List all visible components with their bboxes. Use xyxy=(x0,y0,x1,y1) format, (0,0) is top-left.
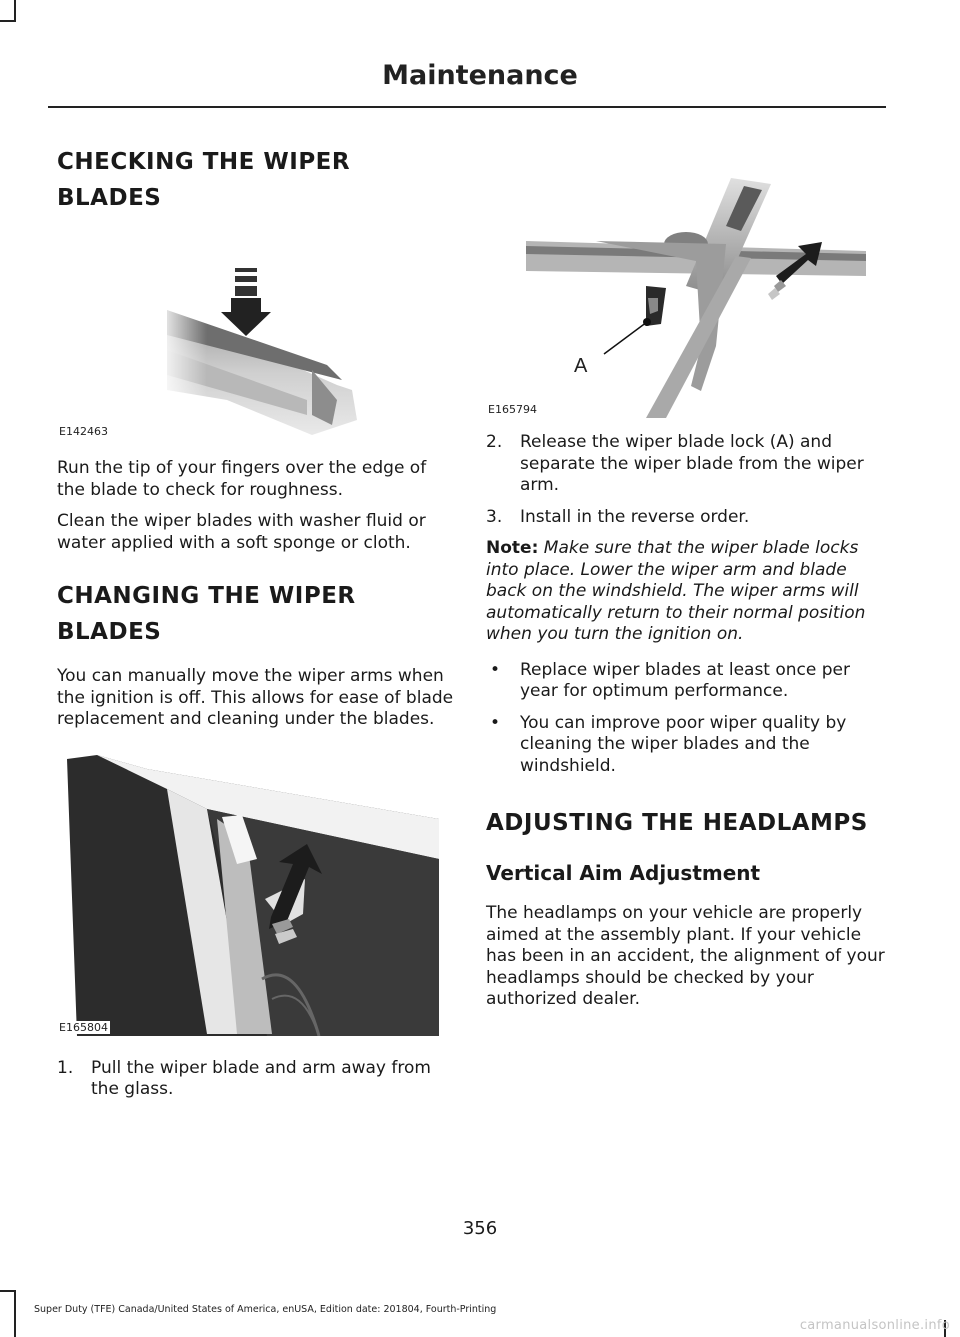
bullet-item-improve xyxy=(486,713,886,778)
bullet-text-improve: You can improve poor wiper quality by cleaning the wiper blades and the windshield. xyxy=(520,712,847,776)
bullet-glyph: • xyxy=(490,659,501,680)
step-3 xyxy=(486,507,886,529)
page-title: Maintenance xyxy=(382,60,578,91)
figure-code-e142463: E142463 xyxy=(59,425,108,438)
wiper-arm-pull-illustration xyxy=(57,749,439,1036)
watermark: carmanualsonline.info xyxy=(799,1318,950,1333)
step-1 xyxy=(57,1058,457,1101)
section-heading-changing-line2: BLADES xyxy=(57,619,162,645)
section-heading-changing-line1: CHANGING THE WIPER xyxy=(57,583,356,609)
paragraph-manual-move: You can manually move the wiper arms when the ignition is off. This allows for ease of blade replacement and cleaning under the blades. xyxy=(57,666,454,729)
figure-wiper-blade-edge xyxy=(57,240,457,440)
section-heading-checking-line2: BLADES xyxy=(57,185,162,211)
subsection-heading-vertical-aim: Vertical Aim Adjustment xyxy=(486,861,761,885)
step-1-text: Pull the wiper blade and arm away from the glass. xyxy=(91,1057,431,1099)
paragraph-run-fingers: Run the tip of your fingers over the edge of the blade to check for roughness. xyxy=(57,458,427,500)
step-3-number: 3. xyxy=(486,506,503,527)
footer-edition: Super Duty (TFE) Canada/United States of America, enUSA, Edition date: 201804, Fourth-Printing xyxy=(34,1304,497,1315)
page-number: 356 xyxy=(462,1218,498,1239)
figure-code-e165804: E165804 xyxy=(59,1020,108,1034)
crop-mark-top-left-v xyxy=(14,0,16,22)
right-column xyxy=(486,146,886,1011)
bullet-item-replace xyxy=(486,660,886,703)
step-2 xyxy=(486,432,886,497)
section-heading-headlamps: ADJUSTING THE HEADLAMPS xyxy=(486,810,868,836)
step-2-number: 2. xyxy=(486,432,503,452)
figure-wiper-arm-pull xyxy=(57,749,439,1036)
note-paragraph xyxy=(486,538,886,646)
section-heading-checking-line1: CHECKING THE WIPER xyxy=(57,149,351,175)
left-column xyxy=(57,146,457,1101)
figure-code-e165794: E165794 xyxy=(488,403,537,416)
bullet-glyph: • xyxy=(490,712,501,733)
note-label: Note: xyxy=(486,538,539,558)
figure-label-a: A xyxy=(574,355,588,377)
crop-mark-top-left-h xyxy=(0,20,16,22)
step-3-text: Install in the reverse order. xyxy=(520,506,750,527)
note-text: Make sure that the wiper blade locks into place. Lower the wiper arm and blade back on the windshield. The wiper arms will automatically return to their normal position when you turn the ignition on. xyxy=(486,538,866,644)
wiper-blade-edge-illustration xyxy=(57,240,457,440)
paragraph-clean-blades: Clean the wiper blades with washer fluid or water applied with a soft sponge or cloth. xyxy=(57,511,426,553)
crop-mark-bottom-left-v xyxy=(14,1290,16,1337)
step-1-number: 1. xyxy=(57,1057,74,1078)
header-rule xyxy=(48,106,886,108)
step-2-text: Release the wiper blade lock (A) and separate the wiper blade from the wiper arm. xyxy=(520,432,864,495)
wiper-blade-lock-illustration xyxy=(486,146,886,418)
crop-mark-bottom-left-h xyxy=(0,1290,16,1292)
figure-wiper-blade-lock xyxy=(486,146,886,418)
bullet-text-replace: Replace wiper blades at least once per year for optimum performance. xyxy=(520,659,850,701)
paragraph-headlamps-aimed: The headlamps on your vehicle are properly aimed at the assembly plant. If your vehicle has been in an accident, the alignment of your headlamps should be checked by your authorized dealer. xyxy=(486,903,885,1009)
